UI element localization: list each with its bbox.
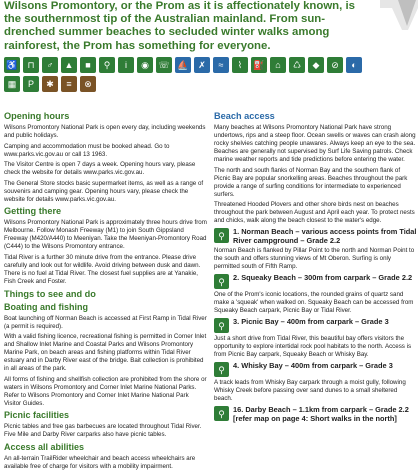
opening-hours-text: Wilsons Promontory National Park is open every day, including weekends and public holidays.	[4, 124, 206, 139]
snorkelling-icon: ◐	[346, 57, 362, 73]
fuel-icon: ⛽	[251, 57, 267, 73]
caravan-icon: ■	[80, 57, 96, 73]
norman-beach-title: 1. Norman Beach – various access points from Tidal River campground – Grade 2.2	[233, 227, 417, 245]
things-to-see-heading: Things to see and do	[4, 288, 96, 299]
access-all-abilities-heading: Access all abilities	[4, 441, 85, 452]
picnic-facilities-text: Picnic tables and free gas barbecues are located throughout Tidal River. Five Mile and Darby River carparks also have picnic tables.	[4, 423, 202, 439]
walking-icon: ⚲	[99, 57, 115, 73]
opening-hours-heading: Opening hours	[4, 111, 70, 121]
gas-barbecue-icon: ▦	[4, 76, 20, 92]
walking-grade-icon: ⚲	[214, 406, 229, 421]
no-dogs-icon: ⊘	[327, 57, 343, 73]
walking-grade-icon: ⚲	[214, 362, 229, 377]
viewpoint-icon: ◉	[137, 57, 153, 73]
getting-there-heading: Getting there	[4, 206, 62, 217]
beach-item-squeaky	[214, 274, 417, 289]
toilets-icon: ♂	[42, 57, 58, 73]
hooded-plovers-text: Threatened Hooded Plovers and other shore birds nest on beaches throughout the park between August and April each year. To protect nests and chicks, walk along the beach closest to the water's edge.	[214, 201, 415, 225]
tidal-river-drive-text: Tidal River is a further 30 minute drive from the entrance. Please drive carefully and look out for wildlife. Avoid driving between dusk and dawn. There is no fuel at Tidal River. The closest fuel supplies are at Yanakie, Fish Creek and Foster.	[4, 253, 201, 285]
beach-safety-text: Many beaches at Wilsons Promontory National Park have strong undertows, rips and a steep floor. Ocean swells or waves can crash along rocky shelvies catching people unawares. Always keep an eye to the sea. Beaches are generally not supervised by Surf Life Saving patrols. Check marine weather reports and tide predictions before entering the water.	[214, 124, 416, 163]
facility-icons-row	[4, 57, 374, 92]
snorkelling-text: The north and south flanks of Norman Bay and the southern flank of Picnic Bay are popular snorkelling areas. Beaches throughout the park provide a range of surfing conditions for intermediate to experienced surfers.	[214, 166, 408, 198]
beach-item-norman	[214, 228, 417, 245]
general-store-text: The General Store stocks basic supermarket items, as well as a range of souvenirs and camping gear. Opening hours vary, please check the website for details www.parks.vic.gov.au.	[4, 179, 204, 203]
booking-text: Camping and accommodation must be booked ahead. Go to www.parks.vic.gov.au or call 13 1963.	[4, 142, 170, 158]
whisky-bay-title: 4. Whisky Bay – 400m from carpark – Grade 3	[233, 361, 393, 371]
left-column	[4, 110, 207, 474]
picnic-bay-title: 3. Picnic Bay – 400m from carpark – Grade 3	[233, 317, 389, 327]
beach-access-heading: Beach access	[214, 111, 275, 121]
swimming-icon: ≈	[213, 57, 229, 73]
park-arrow-logo-icon	[380, 0, 418, 30]
right-column	[214, 110, 417, 426]
shop-icon: ⌂	[270, 57, 286, 73]
boating-fishing-heading: Boating and fishing	[4, 301, 88, 312]
beach-item-whisky	[214, 362, 417, 377]
walking-grade-icon: ⚲	[214, 274, 229, 289]
no-fires-icon: ⊗	[80, 76, 96, 92]
beach-item-picnic	[214, 318, 417, 333]
phone-icon: ☏	[156, 57, 172, 73]
darby-beach-title: 16. Darby Beach – 1.1km from carpark – Grade 2.2 [refer map on page 4: Short walks in the north]	[233, 405, 409, 423]
squeaky-beach-text: One of the Prom's iconic locations, the rounded grains of quartz sand make a 'squeak' when walked on. Squeaky Beach can be accessed from Squeaky Beach carpark, Picnic Bay or Tidal River.	[214, 291, 414, 315]
firewood-icon: ≡	[61, 76, 77, 92]
drinking-water-icon: ◆	[308, 57, 324, 73]
camping-icon: ▲	[61, 57, 77, 73]
fireplace-icon: ✱	[42, 76, 58, 92]
intro-paragraph: Wilsons Promontory, or the Prom as it is affectionately known, is the southernmost tip of the Australian mainland. From sun-drenched summer beaches to secluded winter walks among rainforest, the Prom has something for everyone.	[4, 0, 355, 52]
information-icon: i	[118, 57, 134, 73]
rubbish-bin-icon: ♺	[289, 57, 305, 73]
fishing-icon: ✗	[194, 57, 210, 73]
fishing-licence-text: With a valid fishing licence, recreational fishing is permitted in Corner Inlet and Shallow Inlet Marine and Coastal Parks and Wilsons Promontory Marine Park, on beach areas and fishing platforms within Tidal River estuary and in Darby River east of the bridge. Bait collection is prohibited in all areas of the park.	[4, 333, 207, 373]
visitor-centre-text: The Visitor Centre is open 7 days a week. Opening hours vary, please check the website for details www.parks.vic.gov.au.	[4, 161, 196, 177]
shower-icon: ⌇	[232, 57, 248, 73]
boat-launching-text: Boat launching off Norman Beach is accessed at First Ramp in Tidal River (a permit is required).	[4, 314, 207, 330]
boat-ramp-icon: ⛵	[175, 57, 191, 73]
fishing-prohibited-text: All forms of fishing and shellfish collection are prohibited from the shore or waters in Wilsons Promontory and Corner Inlet Marine National Parks. Refer to Wilsons Promontory and Corner Inlet Marine National Park Visitor Guides.	[4, 375, 207, 407]
norman-beach-text: Norman Beach is flanked by Pillar Point to the north and Norman Point to the south and offers stunning views of Mt Oberon. Surfing is only permitted south of Fifth Ramp.	[214, 247, 415, 271]
squeaky-beach-title: 2. Squeaky Beach – 300m from carpark – Grade 2.2	[233, 273, 413, 283]
beach-item-darby	[214, 406, 417, 423]
wheelchair-icon: ♿	[4, 57, 20, 73]
picnic-table-icon: ⊓	[23, 57, 39, 73]
walking-grade-icon: ⚲	[214, 228, 229, 243]
parking-icon: P	[23, 76, 39, 92]
picnic-bay-text: Just a short drive from Tidal River, this beautiful bay offers visitors the opportunity to explore intertidal rock pool habitats to the north. Access is from Picnic Bay carpark, Squeaky Beach or Whisky Bay.	[214, 335, 412, 359]
whisky-bay-text: A track leads from Whisky Bay carpark through a moist gully, following Whisky Creek before passing over sand dunes to a small sheltered beach.	[214, 379, 406, 403]
walking-grade-icon: ⚲	[214, 318, 229, 333]
getting-there-text: Wilsons Promontory National Park is approximately three hours drive from Melbourne. Follow Monash Freeway (M1) to join South Gippsland Freeway (M420/A440) to Meeniyan. Take the Meeniyan-Promontory Road (C444) to the Wilsons Promontory entrance.	[4, 219, 207, 251]
access-all-abilities-text: An all-terrain TrailRider wheelchair and beach access wheelchairs are available free of charge for visitors with a mobility impairment.	[4, 454, 196, 470]
picnic-facilities-heading: Picnic facilities	[4, 410, 70, 421]
